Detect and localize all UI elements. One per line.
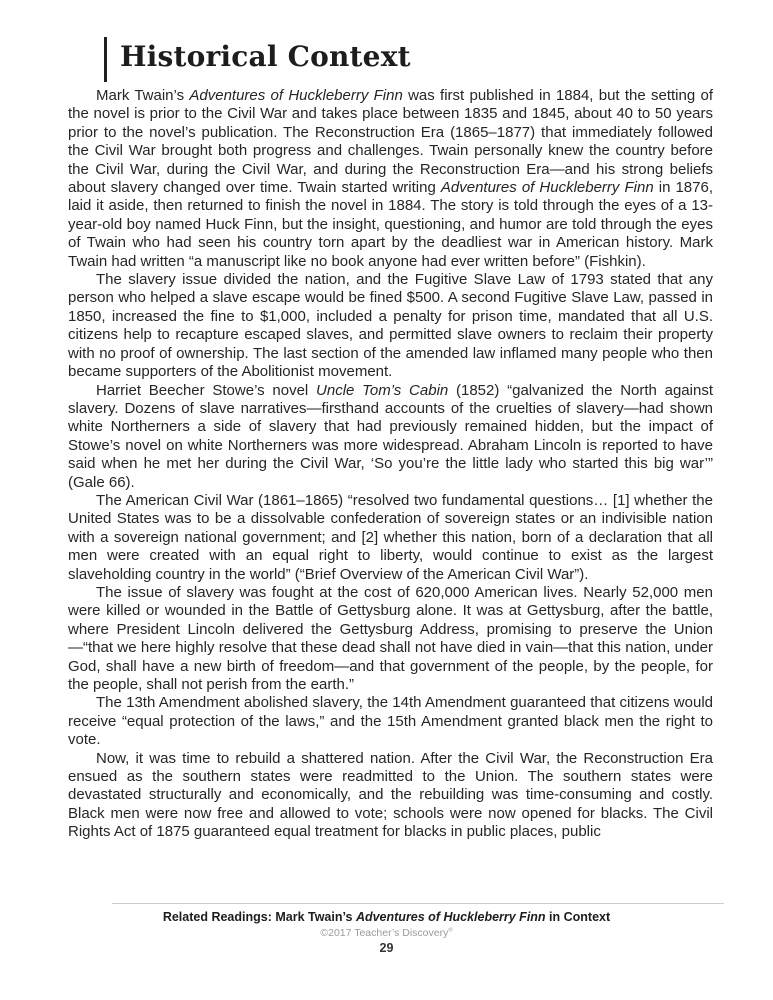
text-run: ® xyxy=(448,927,453,934)
text-run: Now, it was time to rebuild a shattered nation. After the Civil War, the Reconstruction Era ensued as the southern states were readmitted to the Union. The southern states were devastated structurally and economically, and the rebuilding was time-consuming and costly. Black men were now free and allowed to vote; schools were now opened for blacks. The Civil Rights Act of 1875 guaranteed equal treatment for blacks in public places, public xyxy=(68,749,713,841)
text-run: Harriet Beecher Stowe’s novel xyxy=(96,381,317,399)
text-run: The slavery issue divided the nation, and the Fugitive Slave Law of 1793 stated that any person who helped a slave escape would be fined $500. A second Fugitive Slave Law, passed in 1850, increased the fine to $1,000, included a penalty for prison time, mandated that all U.S. citizens help to recapture escaped slaves, and permitted slave owners to reclaim their property with no proof of ownership. The last section of the amended law inflamed many people who then became supporters of the Abolitionist movement. xyxy=(68,271,713,381)
paragraph xyxy=(68,584,713,694)
paragraph xyxy=(68,750,713,842)
page-footer xyxy=(0,903,773,955)
page-number: 29 xyxy=(379,941,394,955)
book-title: Uncle Tom’s Cabin xyxy=(316,381,449,399)
text-run: was first published in 1884, but the setting of the novel is prior to the Civil War and takes place between 1835 and 1845, about 40 to 50 years prior to the novel’s publication. The Reconstruction Era (1865–1877) that immediately followed the Civil War brought both progress and challenges. Twain personally knew the country before the Civil War, during the Civil War, and during the Reconstruction Era—and his strong beliefs about slavery changed over time. Twain started writing xyxy=(68,87,713,197)
text-run: The issue of slavery was fought at the cost of 620,000 American lives. Nearly 52,000 men were killed or wounded in the Battle of Gettysburg alone. It was at Gettysburg, after the battle, where President Lincoln delivered the Gettysburg Address, promising to preserve the Union—“that we here highly resolve that these dead shall not have died in vain—that this nation, under God, shall have a new birth of freedom—and that government of the people, by the people, for the people, shall not perish from the earth.” xyxy=(68,583,713,693)
footer-divider xyxy=(112,903,724,904)
text-run: The 13th Amendment abolished slavery, the 14th Amendment guaranteed that citizens would receive “equal protection of the laws,” and the 15th Amendment granted black men the right to vote. xyxy=(68,694,713,749)
book-title: Adventures of Huckleberry Finn xyxy=(440,179,654,197)
text-run: The American Civil War (1861–1865) “resolved two fundamental questions… [1] whether the United States was to be a dissolvable confederation of sovereign states or an indivisible nation with a sovereign national government; and [2] whether this nation, born of a declaration that all men were created with an equal right to liberty, would continue to exist as the largest slaveholding country in the world” (“Brief Overview of the American Civil War”). xyxy=(68,491,713,583)
paragraph xyxy=(68,271,713,381)
paragraph xyxy=(68,492,713,584)
text-run: ©2017 Teacher’s Discovery xyxy=(320,927,449,939)
text-run: (1852) “galvanized the North against slavery. Dozens of slave narratives—firsthand accounts of the cruelties of slavery—had shown white Northerners a side of slavery that had previously remained hidden, but the impact of Stowe’s novel on white Northerners was more widespread. Abraham Lincoln is reported to have said when he met her during the Civil War, ‘So you’re the little lady who started this big war’” (Gale 66). xyxy=(68,381,713,491)
text-run: Mark Twain’s xyxy=(96,87,190,104)
footer-text xyxy=(0,910,773,955)
text-run: Related Readings: Mark Twain’s xyxy=(162,910,356,924)
footer-copyright xyxy=(0,927,773,939)
paragraph xyxy=(68,382,713,492)
text-run: in Context xyxy=(545,910,611,924)
page-title: Historical Context xyxy=(120,40,411,73)
body-text xyxy=(68,87,713,842)
paragraph xyxy=(68,694,713,749)
footer-citation xyxy=(0,910,773,924)
book-title: Adventures of Huckleberry Finn xyxy=(189,87,403,104)
text-run: in 1876, laid it aside, then returned to finish the novel in 1884. The story is told through the eyes of a 13-year-old boy named Huck Finn, but the insight, questioning, and humor are told through the eyes of Twain who had seen his country torn apart by the deadliest war in American history. Mark Twain had written “a manuscript like no book anyone had ever written before” (Fishkin). xyxy=(68,179,714,270)
paragraph xyxy=(68,87,713,271)
title-block xyxy=(104,37,411,82)
book-title: Adventures of Huckleberry Finn xyxy=(355,910,546,924)
title-accent-bar xyxy=(104,37,107,82)
